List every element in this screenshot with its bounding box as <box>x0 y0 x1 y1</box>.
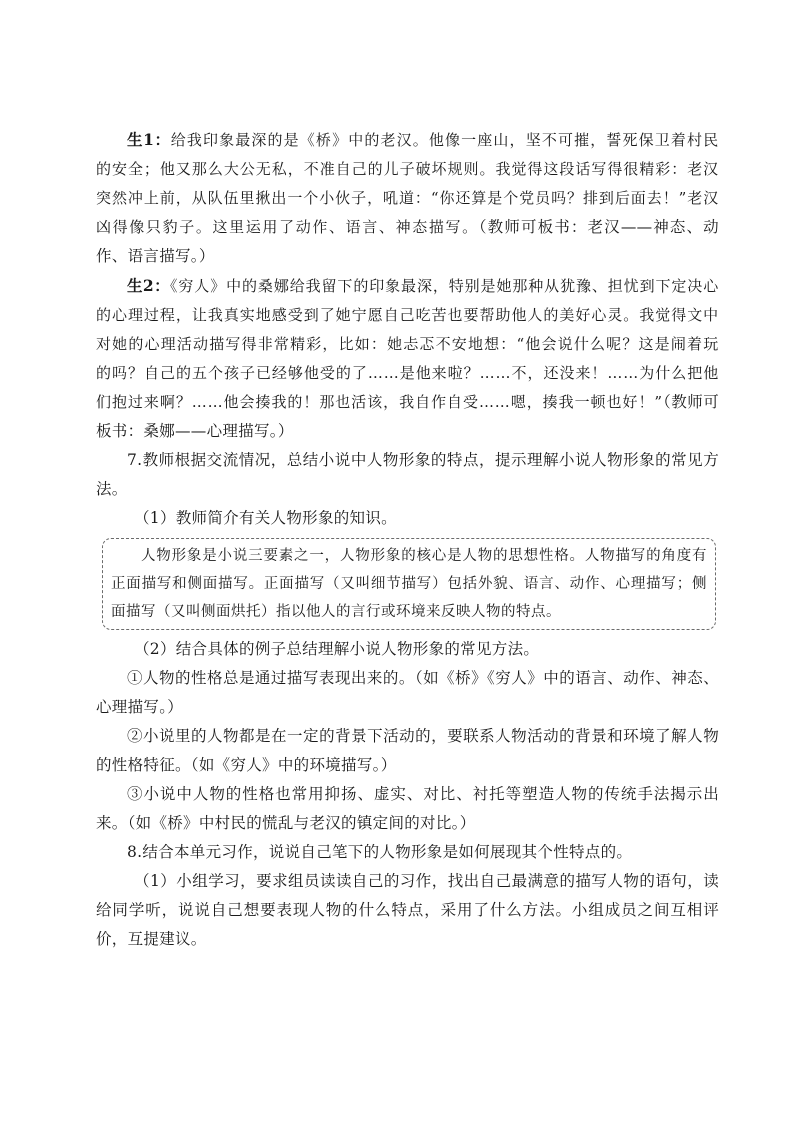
method-1: ①人物的性格总是通过描写表现出来的。（如《桥》《穷人》中的语言、动作、神态、心理描写。） <box>96 669 719 716</box>
student-2-paragraph <box>96 271 719 446</box>
knowledge-box-text: 人物形象是小说三要素之一，人物形象的核心是人物的思想性格。人物描写的角度有正面描写和侧面描写。正面描写（又叫细节描写）包括外貌、语言、动作、心理描写；侧面描写（又叫侧面烘托）指以他人的言行或环境来反映人物的特点。 <box>111 548 707 620</box>
knowledge-box <box>102 538 716 630</box>
method-3: ③小说中人物的性格也常用抑扬、虚实、对比、衬托等塑造人物的传统手法揭示出来。（如《桥》中村民的慌乱与老汉的镇定间的对比。） <box>96 785 719 832</box>
student-2-board-note: （教师可板书：桑娜——心理描写。） <box>96 393 719 440</box>
step-7-heading: 7.教师根据交流情况，总结小说中人物形象的特点，提示理解小说人物形象的常见方法。 <box>96 451 719 498</box>
student-2-text: 《穷人》中的桑娜给我留下的印象最深，特别是她那种从犹豫、担忧到下定决心的心理过程，让我真实地感受到了她宁愿自己吃苦也要帮助他人的美好心灵。我觉得文中对她的心理活动描写得非常精彩，比如：她忐忑不安地想：“他会说什么呢？这是闹着玩的吗？自己的五个孩子已经够他受的了……是他来啦？……不，还没来！……为什么把他们抱过来啊？……他会揍我的！那也活该，我自作自受……嗯，揍我一顿也好！” <box>96 277 719 411</box>
step-7-2: （2）结合具体的例子总结理解小说人物形象的常见方法。 <box>134 640 540 658</box>
step-8-1: （1）小组学习，要求组员读读自己的习作，找出自己最满意的描写人物的语句，读给同学听，说说自己想要表现人物的什么特点，采用了什么方法。小组成员之间互相评价，互提建议。 <box>96 872 719 948</box>
step-8-heading: 8.结合本单元习作，说说自己笔下的人物形象是如何展现其个性特点的。 <box>127 843 633 861</box>
student-1-label: 生1： <box>127 130 171 149</box>
student-1-paragraph <box>96 125 719 271</box>
step-7-1: （1）教师简介有关人物形象的知识。 <box>134 509 397 527</box>
document-body <box>96 125 719 954</box>
student-1-board-note: （教师可板书：老汉——神态、动作、语言描写。） <box>96 218 719 265</box>
student-2-label: 生2： <box>127 276 170 295</box>
method-2: ②小说里的人物都是在一定的背景下活动的，要联系人物活动的背景和环境了解人物的性格特征。（如《穷人》中的环境描写。） <box>96 727 719 774</box>
student-1-text: 给我印象最深的是《桥》中的老汉。他像一座山，坚不可摧，誓死保卫着村民的安全；他又那么大公无私，不准自己的儿子破坏规则。我觉得这段话写得很精彩：老汉突然冲上前，从队伍里揪出一个小伙子，吼道：“你还算是个党员吗？排到后面去！”老汉凶得像只豹子。这里运用了动作、语言、神态描写。 <box>96 131 719 236</box>
